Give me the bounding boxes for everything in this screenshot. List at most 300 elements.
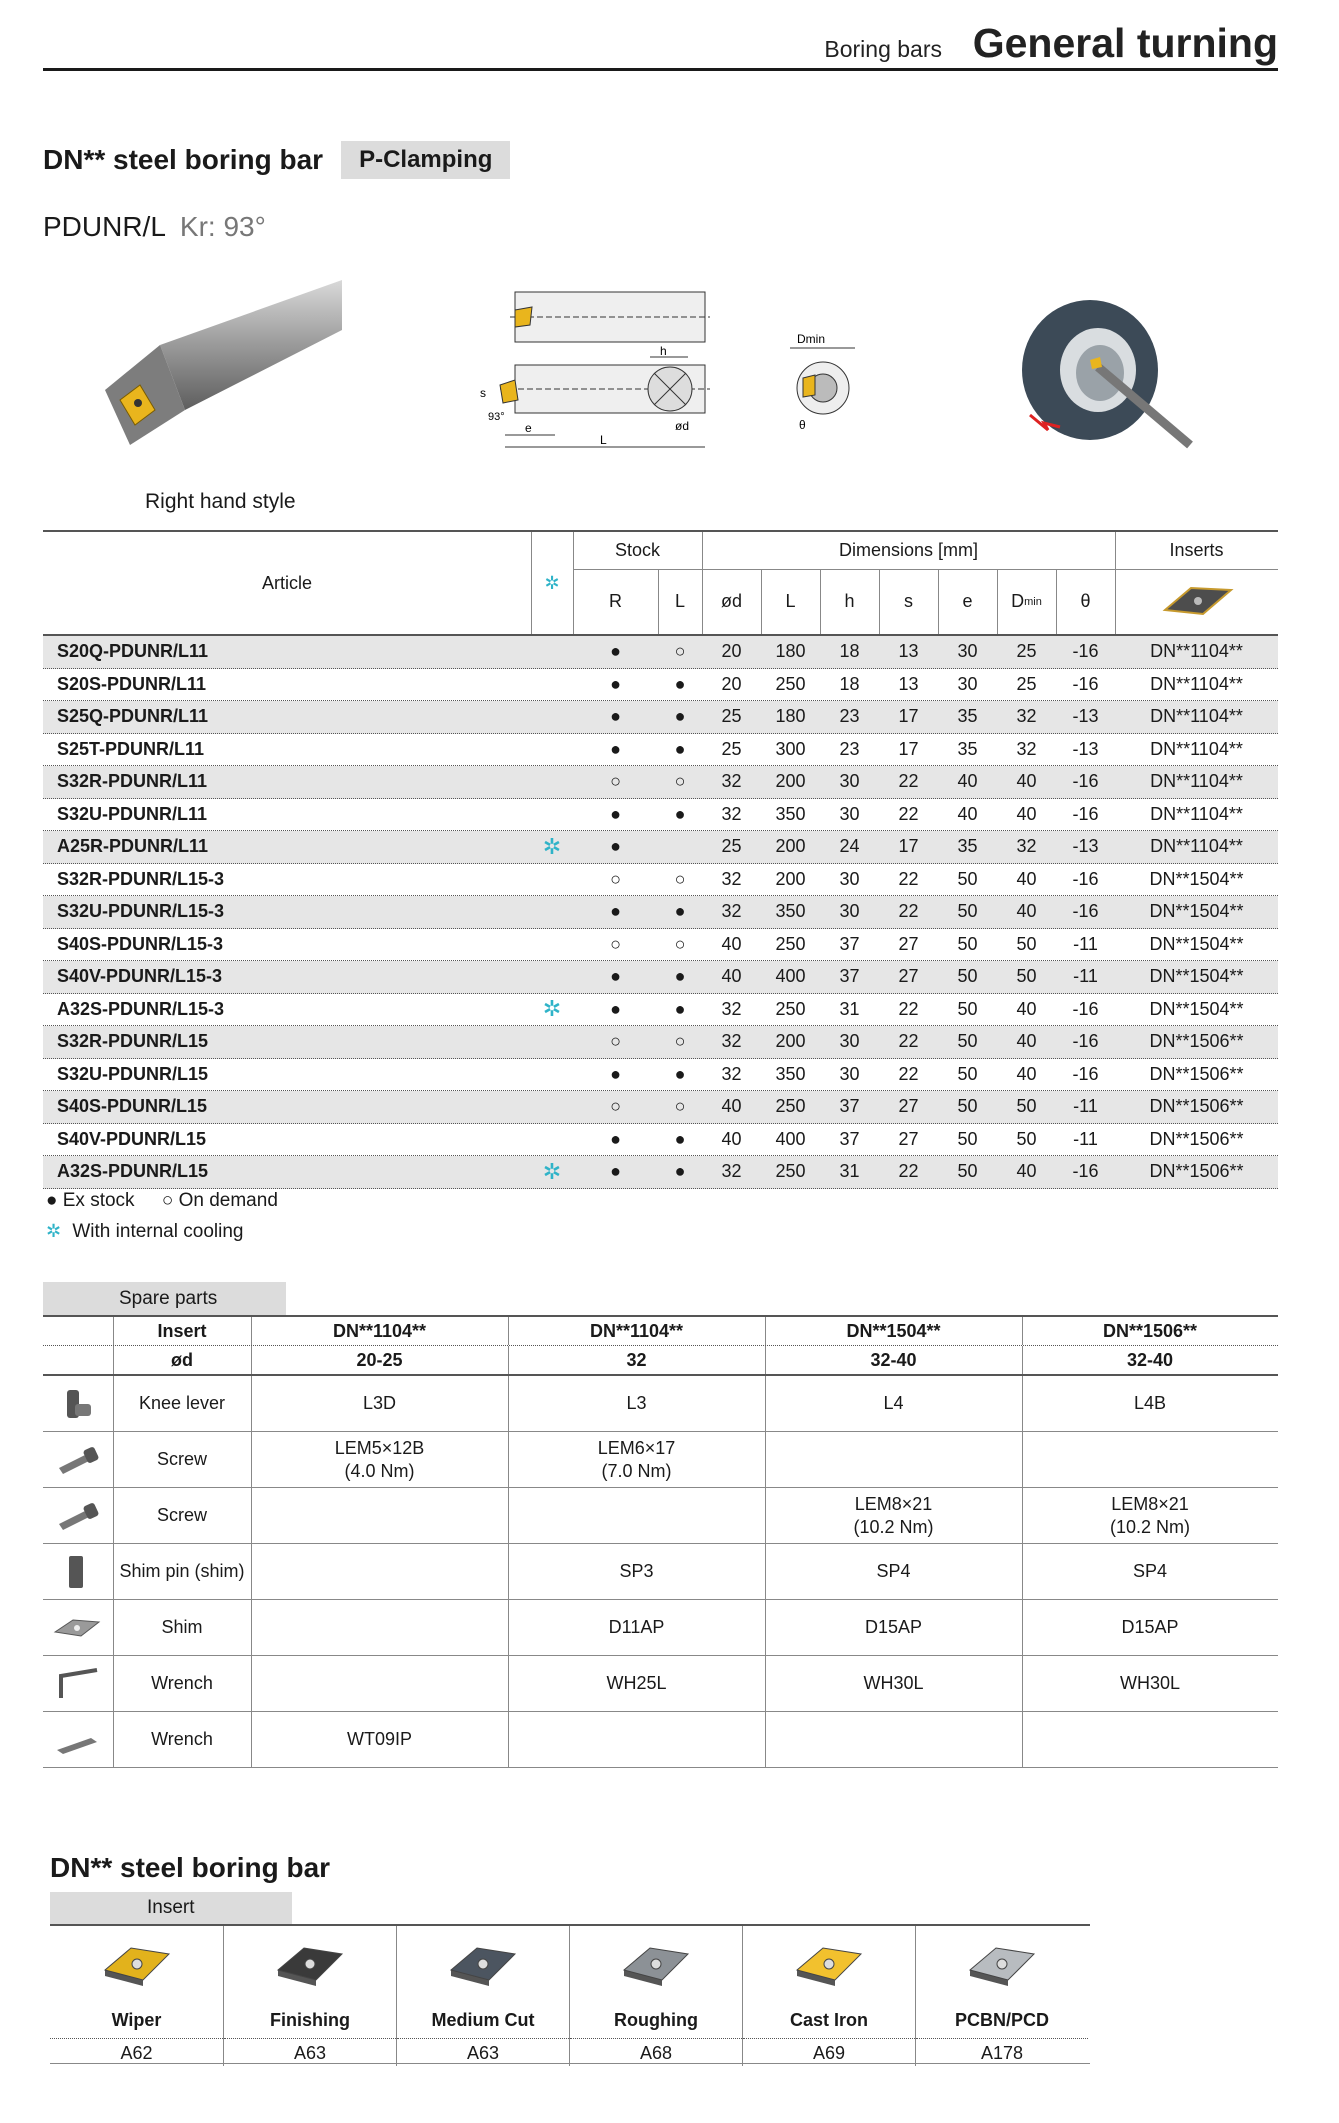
cell-dmin: 25 bbox=[1016, 641, 1037, 662]
spare-part-value-line: D15AP bbox=[864, 1617, 923, 1638]
cell-len: 250 bbox=[775, 998, 806, 1019]
cell-s: 17 bbox=[898, 738, 919, 759]
spare-part-value-line: L3D bbox=[362, 1393, 397, 1414]
cell-s: 17 bbox=[898, 706, 919, 727]
stock-l-header: L bbox=[674, 591, 685, 611]
cell-insert: DN**1104** bbox=[1150, 836, 1243, 857]
article-code: S32U-PDUNR/L11 bbox=[57, 803, 208, 824]
spare-col-od: 32 bbox=[626, 1349, 647, 1370]
cell-e: 50 bbox=[957, 868, 978, 889]
insert-card bbox=[223, 1926, 396, 2066]
s-header: s bbox=[904, 591, 913, 611]
spare-part-value bbox=[508, 1600, 765, 1655]
spare-part-value bbox=[765, 1712, 1022, 1767]
spare-part-value bbox=[765, 1656, 1022, 1711]
kr-angle: Kr: 93° bbox=[179, 211, 266, 242]
insert-card bbox=[915, 1926, 1088, 2066]
dimension-drawing bbox=[470, 285, 770, 475]
spare-part-value bbox=[508, 1432, 765, 1487]
cell-s: 22 bbox=[898, 1063, 919, 1084]
cell-h: 30 bbox=[839, 771, 860, 792]
article-code: S40S-PDUNR/L15 bbox=[57, 1096, 208, 1117]
torx-wrench-icon bbox=[51, 1722, 103, 1758]
cell-L: ○ bbox=[674, 771, 686, 792]
cell-len: 180 bbox=[775, 641, 806, 662]
spare-part-value bbox=[1022, 1488, 1278, 1543]
insert-code: A68 bbox=[570, 2038, 742, 2064]
cell-theta: -16 bbox=[1072, 1063, 1099, 1084]
cell-h: 18 bbox=[839, 673, 860, 694]
insert-header-icon bbox=[1115, 569, 1278, 634]
insert-code: A63 bbox=[224, 2038, 396, 2064]
spare-insert-label: Insert bbox=[157, 1320, 207, 1341]
cell-insert: DN**1504** bbox=[1149, 868, 1244, 889]
spare-part-row bbox=[43, 1656, 1278, 1712]
cell-insert: DN**1506** bbox=[1149, 1063, 1244, 1084]
insert-code: A63 bbox=[397, 2038, 569, 2064]
insert-icon bbox=[274, 1940, 346, 1992]
legend-on-demand: ○ On demand bbox=[161, 1190, 278, 1211]
cell-L: ● bbox=[674, 1128, 686, 1149]
spare-part-value bbox=[251, 1432, 508, 1487]
cell-insert: DN**1504** bbox=[1149, 998, 1244, 1019]
product-title-row bbox=[43, 140, 510, 180]
cell-e: 50 bbox=[957, 1128, 978, 1149]
spare-part-value bbox=[1022, 1376, 1278, 1431]
table-row bbox=[43, 669, 1278, 702]
cell-L: ○ bbox=[674, 868, 686, 889]
article-code: S32R-PDUNR/L11 bbox=[57, 771, 208, 792]
cell-insert: DN**1504** bbox=[1149, 901, 1244, 922]
cooling-cell: ✲ bbox=[542, 996, 562, 1022]
spare-part-value bbox=[251, 1712, 508, 1767]
spare-part-value bbox=[251, 1488, 508, 1543]
insert-icon bbox=[620, 1940, 692, 1992]
cell-insert: DN**1104** bbox=[1150, 706, 1243, 727]
stock-r-header: R bbox=[609, 591, 622, 611]
spare-part-name: Shim bbox=[161, 1617, 203, 1638]
spare-part-name: Knee lever bbox=[138, 1393, 226, 1414]
cell-h: 30 bbox=[839, 868, 860, 889]
cell-R: ○ bbox=[610, 933, 621, 954]
cell-insert: DN**1104** bbox=[1150, 673, 1243, 694]
cell-s: 22 bbox=[898, 901, 919, 922]
spare-part-row bbox=[43, 1600, 1278, 1656]
table-row bbox=[43, 929, 1278, 962]
table-row bbox=[43, 1059, 1278, 1092]
article-code: A25R-PDUNR/L11 bbox=[57, 836, 209, 857]
cell-dmin: 50 bbox=[1016, 966, 1037, 987]
spare-col-insert: DN**1104** bbox=[589, 1320, 684, 1341]
cell-theta: -16 bbox=[1072, 901, 1099, 922]
cell-len: 200 bbox=[775, 1031, 806, 1052]
spare-part-value bbox=[1022, 1656, 1278, 1711]
cell-s: 22 bbox=[898, 1031, 919, 1052]
cell-insert: DN**1506** bbox=[1149, 1096, 1244, 1117]
cell-dmin: 25 bbox=[1016, 673, 1037, 694]
cell-dmin: 40 bbox=[1016, 1063, 1037, 1084]
cell-h: 30 bbox=[839, 1031, 860, 1052]
stock-header: Stock bbox=[614, 540, 661, 560]
spare-part-value-line: L4B bbox=[1133, 1393, 1167, 1414]
cell-dmin: 32 bbox=[1016, 738, 1037, 759]
cell-insert: DN**1104** bbox=[1150, 771, 1243, 792]
table-row bbox=[43, 701, 1278, 734]
cell-R: ○ bbox=[610, 1096, 621, 1117]
spare-part-value bbox=[508, 1376, 765, 1431]
inserts-header: Inserts bbox=[1169, 540, 1224, 560]
insert-name: Roughing bbox=[614, 2010, 698, 2030]
insert-icon bbox=[101, 1940, 173, 1992]
spare-header-od bbox=[43, 1346, 1278, 1376]
spare-part-value bbox=[508, 1656, 765, 1711]
dim-od-label: ød bbox=[675, 419, 690, 433]
cell-e: 50 bbox=[957, 998, 978, 1019]
cell-len: 350 bbox=[775, 803, 806, 824]
cell-e: 30 bbox=[957, 673, 978, 694]
cell-theta: -13 bbox=[1072, 836, 1099, 857]
cell-len: 250 bbox=[775, 673, 806, 694]
spare-part-row bbox=[43, 1544, 1278, 1600]
dim-dmin-label: Dmin bbox=[797, 333, 826, 346]
cell-dmin: 50 bbox=[1016, 1096, 1037, 1117]
spare-part-value bbox=[765, 1544, 1022, 1599]
cooling-cell: ✲ bbox=[542, 833, 562, 859]
cell-od: 32 bbox=[721, 771, 742, 792]
screw-icon bbox=[51, 1442, 103, 1478]
spare-part-value bbox=[1022, 1712, 1278, 1767]
cell-theta: -11 bbox=[1073, 1096, 1098, 1117]
cell-h: 23 bbox=[839, 738, 860, 759]
cell-e: 40 bbox=[957, 771, 978, 792]
insert-name: Finishing bbox=[270, 2010, 350, 2030]
insert-name: PCBN/PCD bbox=[954, 2010, 1049, 2030]
cell-e: 50 bbox=[957, 933, 978, 954]
cell-od: 32 bbox=[721, 868, 742, 889]
model-row bbox=[43, 211, 266, 243]
cell-R: ● bbox=[610, 1161, 621, 1182]
cell-h: 30 bbox=[839, 803, 860, 824]
spare-part-value bbox=[251, 1376, 508, 1431]
legend-cooling-label: With internal cooling bbox=[72, 1221, 244, 1242]
cell-h: 18 bbox=[839, 641, 860, 662]
spare-part-value-line: (10.2 Nm) bbox=[1109, 1516, 1190, 1537]
spare-part-value-line: D11AP bbox=[608, 1617, 665, 1638]
spare-part-value-line: WH30L bbox=[863, 1673, 924, 1694]
insert-icon bbox=[966, 1940, 1038, 1992]
legend-cooling bbox=[46, 1221, 243, 1243]
spare-part-value-line: LEM6×17 bbox=[597, 1438, 676, 1458]
cell-h: 37 bbox=[839, 933, 860, 954]
spare-part-value-line: L3 bbox=[626, 1393, 647, 1414]
cell-theta: -11 bbox=[1073, 1128, 1098, 1149]
spare-part-value-line: (7.0 Nm) bbox=[601, 1460, 672, 1481]
page-header bbox=[43, 14, 1278, 71]
spare-parts-tab: Spare parts bbox=[43, 1282, 286, 1315]
cell-dmin: 50 bbox=[1016, 1128, 1037, 1149]
cell-R: ○ bbox=[610, 771, 621, 792]
cell-insert: DN**1506** bbox=[1149, 1128, 1244, 1149]
insert-card bbox=[396, 1926, 569, 2066]
cell-h: 23 bbox=[839, 706, 860, 727]
spare-part-value bbox=[508, 1488, 765, 1543]
spare-part-name: Screw bbox=[156, 1449, 207, 1470]
spare-part-value bbox=[765, 1376, 1022, 1431]
cell-L: ● bbox=[674, 901, 686, 922]
article-code: S32U-PDUNR/L15-3 bbox=[57, 901, 225, 922]
dmin-header: D min bbox=[1011, 591, 1042, 611]
article-header: Article bbox=[261, 572, 312, 593]
spare-part-value bbox=[1022, 1432, 1278, 1487]
spare-part-value-line: WH30L bbox=[1119, 1673, 1181, 1694]
cell-insert: DN**1104** bbox=[1150, 803, 1243, 824]
article-code: S40V-PDUNR/L15-3 bbox=[57, 966, 223, 987]
cell-dmin: 32 bbox=[1016, 706, 1037, 727]
cell-insert: DN**1504** bbox=[1149, 933, 1244, 954]
table-row bbox=[43, 734, 1278, 767]
knee-lever-icon bbox=[51, 1386, 103, 1422]
cell-dmin: 40 bbox=[1016, 998, 1037, 1019]
cell-len: 300 bbox=[775, 738, 806, 759]
cell-s: 27 bbox=[898, 1096, 919, 1117]
cell-e: 30 bbox=[957, 641, 978, 662]
cell-len: 350 bbox=[775, 901, 806, 922]
spare-part-name: Shim pin (shim) bbox=[119, 1561, 245, 1582]
spare-part-value-line: (4.0 Nm) bbox=[344, 1460, 415, 1481]
table-row bbox=[43, 766, 1278, 799]
hex-wrench-icon bbox=[51, 1666, 103, 1702]
spare-part-value bbox=[251, 1656, 508, 1711]
spare-col-od: 32-40 bbox=[870, 1349, 917, 1370]
cell-insert: DN**1104** bbox=[1150, 738, 1243, 759]
cell-L: ● bbox=[674, 1161, 686, 1182]
insert-name: Medium Cut bbox=[431, 2010, 535, 2030]
cell-od: 20 bbox=[721, 641, 742, 662]
cell-theta: -16 bbox=[1072, 998, 1099, 1019]
cell-od: 20 bbox=[721, 673, 742, 694]
length-header: L bbox=[785, 591, 796, 611]
dim-angle-label: 93° bbox=[488, 411, 505, 423]
cell-R: ● bbox=[610, 738, 621, 759]
cell-s: 22 bbox=[898, 1161, 919, 1182]
dim-theta-label: θ bbox=[799, 418, 806, 432]
product-title: DN** steel boring bar bbox=[43, 144, 324, 175]
cell-L: ● bbox=[674, 673, 686, 694]
article-code: S20Q-PDUNR/L11 bbox=[57, 641, 209, 662]
clamping-tag: P-Clamping bbox=[341, 141, 510, 179]
spare-part-row bbox=[43, 1712, 1278, 1768]
cell-e: 50 bbox=[957, 1031, 978, 1052]
cell-len: 250 bbox=[775, 1161, 806, 1182]
table-row bbox=[43, 636, 1278, 669]
article-code: S25Q-PDUNR/L11 bbox=[57, 706, 209, 727]
cell-theta: -16 bbox=[1072, 803, 1099, 824]
cell-L: ● bbox=[674, 966, 686, 987]
spare-part-value-line: (10.2 Nm) bbox=[853, 1516, 934, 1537]
cell-h: 37 bbox=[839, 1128, 860, 1149]
dim-h-label: h bbox=[660, 344, 667, 358]
cell-R: ● bbox=[610, 966, 621, 987]
article-code: S32R-PDUNR/L15-3 bbox=[57, 868, 225, 889]
dim-e-label: e bbox=[525, 421, 532, 435]
cell-theta: -13 bbox=[1072, 706, 1099, 727]
insert-code: A178 bbox=[916, 2038, 1088, 2064]
spare-part-name: Wrench bbox=[151, 1729, 213, 1750]
cell-theta: -16 bbox=[1072, 868, 1099, 889]
cell-dmin: 40 bbox=[1016, 868, 1037, 889]
spare-part-value bbox=[508, 1544, 765, 1599]
cell-R: ● bbox=[610, 836, 621, 857]
cell-theta: -16 bbox=[1072, 771, 1099, 792]
cell-od: 32 bbox=[721, 1031, 742, 1052]
cell-insert: DN**1504** bbox=[1149, 966, 1244, 987]
spare-part-row bbox=[43, 1432, 1278, 1488]
article-code: S20S-PDUNR/L11 bbox=[57, 673, 207, 694]
cell-theta: -11 bbox=[1073, 966, 1098, 987]
spare-part-value-line: SP4 bbox=[876, 1561, 911, 1582]
section-label: Boring bars bbox=[824, 36, 942, 62]
e-header: e bbox=[962, 591, 973, 611]
cell-R: ● bbox=[610, 803, 621, 824]
cell-insert: DN**1506** bbox=[1149, 1161, 1244, 1182]
cell-od: 40 bbox=[721, 1128, 742, 1149]
cell-L: ● bbox=[674, 738, 686, 759]
cell-od: 32 bbox=[721, 803, 742, 824]
screw-icon bbox=[51, 1498, 103, 1534]
cell-od: 40 bbox=[721, 966, 742, 987]
article-code: S40S-PDUNR/L15-3 bbox=[57, 933, 224, 954]
insert-card bbox=[742, 1926, 915, 2066]
cell-od: 32 bbox=[721, 1161, 742, 1182]
spare-part-value-line: WH25L bbox=[606, 1673, 667, 1694]
spare-part-value-line: LEM8×21 bbox=[854, 1494, 933, 1514]
cell-od: 32 bbox=[721, 1063, 742, 1084]
cell-L: ○ bbox=[674, 933, 686, 954]
dim-s-label: s bbox=[480, 386, 486, 400]
cell-e: 50 bbox=[957, 1063, 978, 1084]
cell-dmin: 40 bbox=[1016, 803, 1037, 824]
spare-part-value-line: SP4 bbox=[1132, 1561, 1168, 1582]
cell-len: 180 bbox=[775, 706, 806, 727]
table-row bbox=[43, 896, 1278, 929]
cell-theta: -16 bbox=[1072, 673, 1099, 694]
cell-L: ● bbox=[674, 706, 686, 727]
boring-bar-illustration bbox=[100, 275, 350, 455]
cell-L: ○ bbox=[674, 1031, 686, 1052]
cell-e: 35 bbox=[957, 738, 978, 759]
cell-R: ● bbox=[610, 998, 621, 1019]
cell-len: 200 bbox=[775, 771, 806, 792]
cell-insert: DN**1104** bbox=[1150, 641, 1243, 662]
cell-dmin: 50 bbox=[1016, 933, 1037, 954]
legend-ex-stock: ● Ex stock bbox=[46, 1190, 135, 1211]
cell-L: ● bbox=[674, 803, 686, 824]
shim-pin-icon bbox=[51, 1554, 103, 1590]
cell-L: ○ bbox=[674, 1096, 686, 1117]
spare-col-insert: DN**1506** bbox=[1102, 1320, 1198, 1341]
spare-part-value bbox=[251, 1600, 508, 1655]
cell-len: 350 bbox=[775, 1063, 806, 1084]
spare-col-od: 32-40 bbox=[1126, 1349, 1174, 1370]
cell-h: 37 bbox=[839, 966, 860, 987]
spare-part-value-line: LEM5×12B bbox=[334, 1438, 425, 1458]
insert-gallery bbox=[50, 1924, 1090, 2064]
spare-part-value bbox=[251, 1544, 508, 1599]
cell-h: 37 bbox=[839, 1096, 860, 1117]
cell-dmin: 40 bbox=[1016, 1031, 1037, 1052]
spare-part-value-line: LEM8×21 bbox=[1111, 1494, 1189, 1514]
cell-theta: -16 bbox=[1072, 1161, 1099, 1182]
shim-icon bbox=[51, 1610, 103, 1646]
cell-s: 13 bbox=[898, 641, 919, 662]
cell-od: 25 bbox=[721, 738, 742, 759]
cell-len: 400 bbox=[775, 966, 806, 987]
table-row bbox=[43, 1156, 1278, 1189]
od-header: ød bbox=[720, 591, 742, 611]
spare-col-insert: DN**1504** bbox=[846, 1320, 941, 1341]
cell-e: 50 bbox=[957, 1161, 978, 1182]
legend-stock bbox=[46, 1190, 278, 1212]
cell-R: ● bbox=[610, 706, 621, 727]
cell-od: 40 bbox=[721, 933, 742, 954]
cell-s: 17 bbox=[898, 836, 919, 857]
spare-part-value bbox=[765, 1488, 1022, 1543]
insert-code: A62 bbox=[50, 2038, 223, 2064]
table-row bbox=[43, 961, 1278, 994]
article-code: A32S-PDUNR/L15 bbox=[57, 1161, 209, 1182]
spare-part-value-line: WT09IP bbox=[346, 1729, 412, 1750]
table-row bbox=[43, 864, 1278, 897]
cell-e: 40 bbox=[957, 803, 978, 824]
spare-part-value-line: SP3 bbox=[619, 1561, 654, 1582]
cooling-cell: ✲ bbox=[542, 1158, 562, 1184]
insert-name: Wiper bbox=[111, 2010, 162, 2030]
cell-h: 31 bbox=[839, 1161, 860, 1182]
bore-workpiece-illustration bbox=[1020, 295, 1200, 455]
cooling-header-icon: ✲ bbox=[544, 572, 560, 593]
cell-R: ○ bbox=[610, 868, 621, 889]
cell-s: 13 bbox=[898, 673, 919, 694]
insert-card bbox=[50, 1926, 223, 2066]
article-code: S40V-PDUNR/L15 bbox=[57, 1128, 207, 1149]
cell-theta: -13 bbox=[1072, 738, 1099, 759]
cell-e: 50 bbox=[957, 901, 978, 922]
spare-part-name: Wrench bbox=[151, 1673, 213, 1694]
spare-part-value bbox=[765, 1600, 1022, 1655]
insert-card bbox=[569, 1926, 742, 2066]
page-title: General turning bbox=[972, 20, 1278, 66]
table-row bbox=[43, 994, 1278, 1027]
cell-R: ● bbox=[610, 1063, 621, 1084]
table-row bbox=[43, 831, 1278, 864]
spare-col-od: 20-25 bbox=[356, 1349, 403, 1370]
cell-h: 24 bbox=[839, 836, 860, 857]
cell-theta: -16 bbox=[1072, 1031, 1099, 1052]
cell-od: 40 bbox=[721, 1096, 742, 1117]
cell-L: ● bbox=[674, 1063, 686, 1084]
cell-od: 32 bbox=[721, 998, 742, 1019]
cell-h: 30 bbox=[839, 1063, 860, 1084]
spare-header-insert bbox=[43, 1317, 1278, 1346]
cell-len: 250 bbox=[775, 1096, 806, 1117]
spare-od-label: ød bbox=[171, 1349, 193, 1370]
cell-e: 35 bbox=[957, 706, 978, 727]
dmin-drawing bbox=[785, 333, 860, 443]
insert-code: A69 bbox=[743, 2038, 915, 2064]
insert-icon bbox=[447, 1940, 519, 1992]
cell-od: 32 bbox=[721, 901, 742, 922]
h-header: h bbox=[844, 591, 855, 611]
